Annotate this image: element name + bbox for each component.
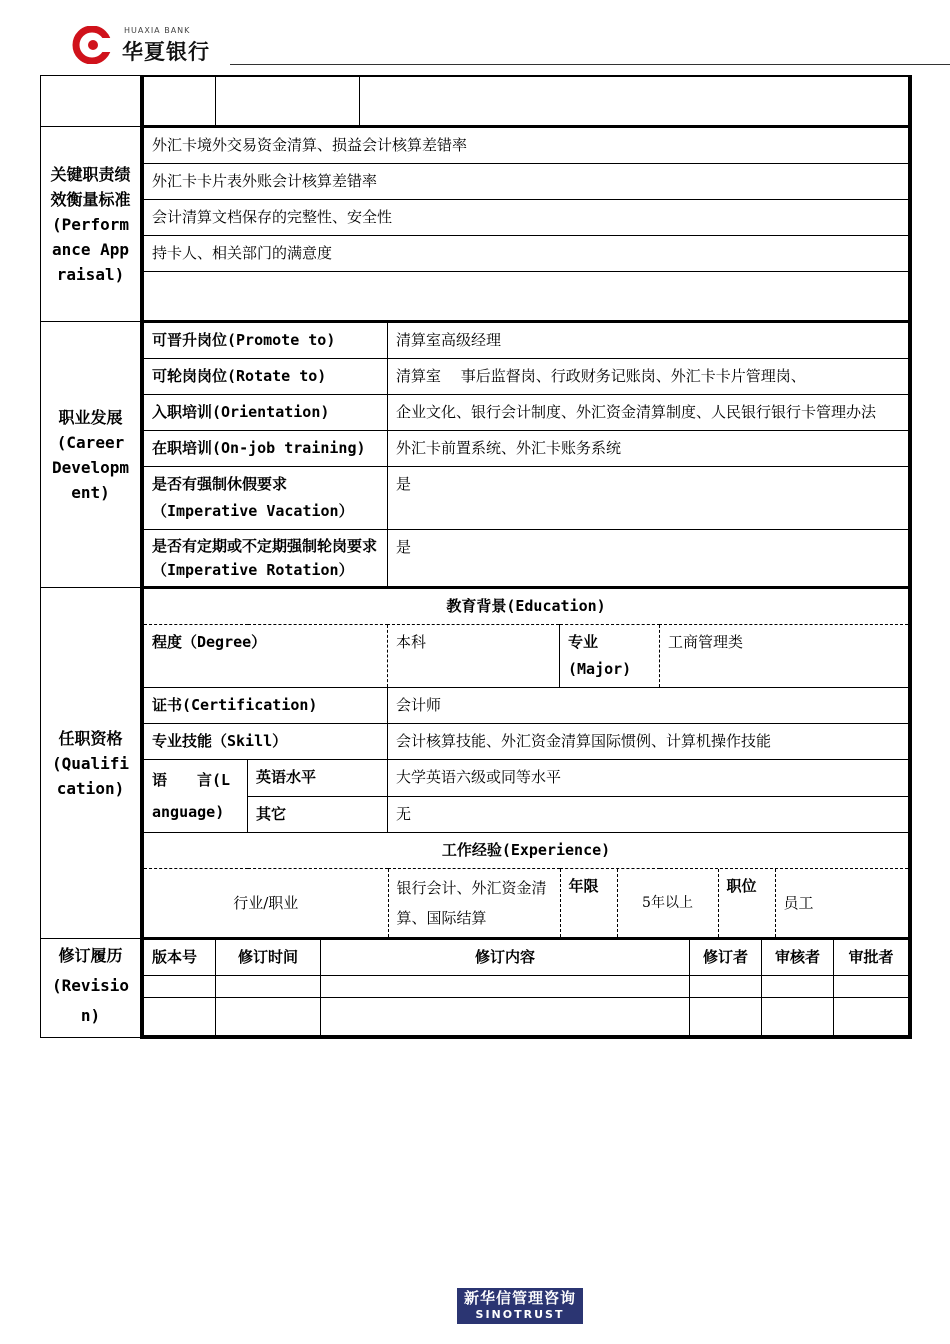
- career-section-title: 职业发展(Career Development): [51, 407, 130, 502]
- career-row: [144, 467, 909, 530]
- sinotrust-logo: [457, 1288, 583, 1324]
- revision-header-reviser: 修订者: [690, 940, 762, 976]
- certification-value: 会计师: [388, 688, 909, 724]
- bank-name-en: HUAXIA BANK: [124, 26, 191, 35]
- rotation-value: 是: [388, 530, 909, 587]
- vacation-value: 是: [388, 467, 909, 530]
- skill-value: 会计核算技能、外汇资金清算国际惯例、计算机操作技能: [388, 724, 909, 760]
- job-description-form: [40, 75, 910, 1039]
- vacation-label: 是否有强制休假要求 （Imperative Vacation）: [144, 467, 388, 530]
- huaxia-logo-icon: [70, 26, 114, 64]
- major-value: 工商管理类: [660, 625, 909, 688]
- industry-label: 行业/职业: [144, 869, 388, 937]
- english-value: 大学英语六级或同等水平: [388, 760, 909, 797]
- career-row: [144, 359, 909, 395]
- position-label: 职位: [718, 869, 775, 937]
- other-language-label: 其它: [248, 796, 388, 833]
- career-section: [41, 322, 911, 588]
- experience-header: 工作经验(Experience): [144, 833, 909, 869]
- english-label: 英语水平: [248, 760, 388, 797]
- rotate-value: 清算室 事后监督岗、行政财务记账岗、外汇卡卡片管理岗、: [388, 359, 909, 395]
- position-value: 员工: [783, 893, 814, 912]
- performance-item: 外汇卡卡片表外账会计核算差错率: [144, 164, 909, 200]
- rotation-label: 是否有定期或不定期强制轮岗要求（Imperative Rotation）: [144, 530, 388, 587]
- education-header: 教育背景(Education): [144, 589, 909, 625]
- footer-logo-en: SINOTRUST: [475, 1308, 565, 1321]
- other-language-value: 无: [388, 796, 909, 833]
- years-value: 5年以上: [617, 869, 718, 937]
- revision-header-row: [144, 940, 909, 976]
- performance-section: [41, 127, 911, 322]
- promote-value: 清算室高级经理: [388, 323, 909, 359]
- qualification-section: [41, 588, 911, 939]
- page-header: [70, 24, 932, 66]
- degree-label: 程度（Degree）: [144, 625, 388, 688]
- major-label: 专业(Major): [560, 625, 660, 688]
- revision-section: [41, 939, 911, 1038]
- orientation-value: 企业文化、银行会计制度、外汇资金清算制度、人民银行银行卡管理办法: [388, 395, 909, 431]
- career-row: [144, 395, 909, 431]
- promote-label: 可晋升岗位(Promote to): [144, 323, 388, 359]
- revision-header-reviewer: 审核者: [762, 940, 834, 976]
- industry-value: 银行会计、外汇资金清算、国际结算: [388, 869, 560, 937]
- career-row: [144, 530, 909, 587]
- revision-section-title: 修订履历(Revision): [51, 946, 130, 1025]
- qualification-section-title: 任职资格(Qualification): [51, 728, 130, 798]
- performance-item: 外汇卡境外交易资金清算、损益会计核算差错率: [144, 128, 909, 164]
- degree-value: 本科: [388, 625, 560, 688]
- revision-header-approver: 审批者: [834, 940, 909, 976]
- top-empty-row: [41, 76, 911, 127]
- years-label: 年限: [560, 869, 617, 937]
- revision-header-content: 修订内容: [321, 940, 690, 976]
- onjob-training-label: 在职培训(On-job training): [144, 431, 388, 467]
- orientation-label: 入职培训(Orientation): [144, 395, 388, 431]
- onjob-training-value: 外汇卡前置系统、外汇卡账务系统: [388, 431, 909, 467]
- footer-logo-cn: 新华信管理咨询: [463, 1289, 576, 1307]
- revision-header-version: 版本号: [144, 940, 216, 976]
- performance-item: 会计清算文档保存的完整性、安全性: [144, 200, 909, 236]
- certification-label: 证书(Certification): [144, 688, 388, 724]
- bank-name-cn: 华夏银行: [122, 40, 210, 64]
- revision-header-time: 修订时间: [216, 940, 321, 976]
- language-label: 语 言(Language): [144, 760, 248, 833]
- rotate-label: 可轮岗岗位(Rotate to): [144, 359, 388, 395]
- header-divider: [230, 64, 950, 65]
- performance-item: [144, 272, 909, 321]
- skill-label: 专业技能（Skill）: [144, 724, 388, 760]
- performance-item: 持卡人、相关部门的满意度: [144, 236, 909, 272]
- revision-row: [144, 976, 909, 998]
- career-row: [144, 431, 909, 467]
- performance-section-title: 关键职责绩效衡量标准(Performance Appraisal): [50, 164, 131, 284]
- career-row: [144, 323, 909, 359]
- revision-row: [144, 998, 909, 1036]
